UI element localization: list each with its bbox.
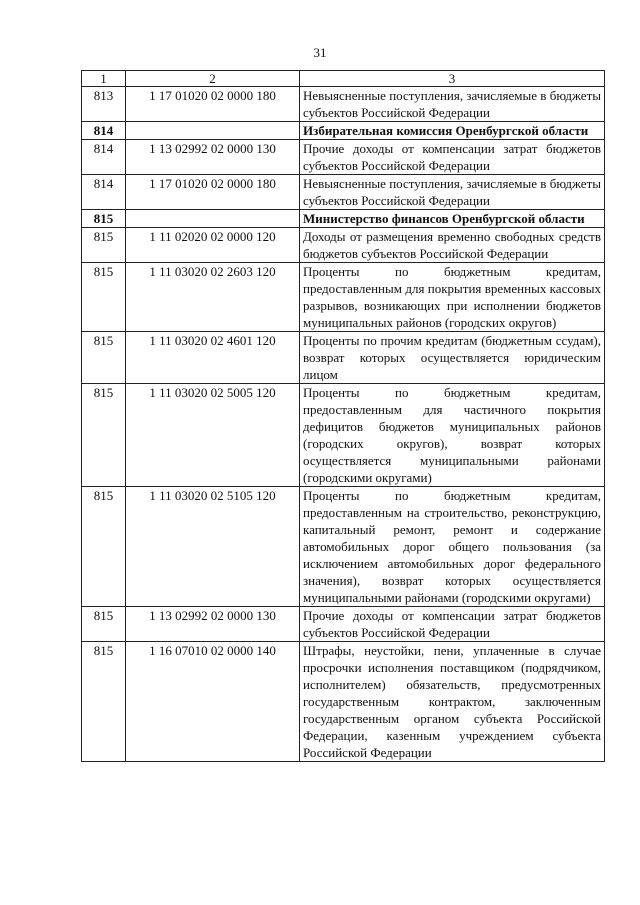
table-row (82, 384, 605, 487)
table-row (82, 607, 605, 642)
revenue-codes-table (81, 70, 605, 762)
revenue-name-cell: Невыясненные поступления, зачисляемые в бюджеты субъектов Российской Федерации (300, 175, 605, 210)
table-row (82, 122, 605, 140)
table-row (82, 87, 605, 122)
revenue-name-cell: Штрафы, неустойки, пени, уплаченные в случае просрочки исполнения поставщиком (подрядчиком, исполнителем) обязательств, предусмотренных государственным контрактом, заключенным государственным органом субъекта Российской Федерации, казенным учреждением субъекта Российской Федерации (300, 642, 605, 762)
table-row (82, 210, 605, 228)
revenue-name-cell: Проценты по бюджетным кредитам, предоставленным для покрытия временных кассовых разрывов, возникающих при исполнении бюджетов муниципальных районов (городских округов) (300, 263, 605, 332)
budget-code-cell: 1 11 03020 02 5105 120 (126, 487, 300, 607)
budget-code-cell: 1 17 01020 02 0000 180 (126, 87, 300, 122)
budget-code-cell (126, 210, 300, 228)
budget-code-cell: 1 16 07010 02 0000 140 (126, 642, 300, 762)
table-row (82, 332, 605, 384)
budget-code-cell: 1 11 03020 02 4601 120 (126, 332, 300, 384)
revenue-name-cell: Министерство финансов Оренбургской области (300, 210, 605, 228)
header-col-2: 2 (126, 71, 300, 87)
admin-code-cell: 815 (82, 642, 126, 762)
table-row (82, 228, 605, 263)
admin-code-cell: 814 (82, 140, 126, 175)
revenue-name-cell: Проценты по прочим кредитам (бюджетным ссудам), возврат которых осуществляется юридическим лицом (300, 332, 605, 384)
budget-code-cell: 1 11 03020 02 2603 120 (126, 263, 300, 332)
revenue-name-cell: Проценты по бюджетным кредитам, предоставленным для частичного покрытия дефицитов бюджетов муниципальных районов (городских округов), возврат которых осуществляется муниципальными районами (городскими округами) (300, 384, 605, 487)
budget-code-cell (126, 122, 300, 140)
budget-code-cell: 1 11 03020 02 5005 120 (126, 384, 300, 487)
budget-code-cell: 1 11 02020 02 0000 120 (126, 228, 300, 263)
admin-code-cell: 815 (82, 384, 126, 487)
table-body (82, 87, 605, 762)
table-row (82, 175, 605, 210)
admin-code-cell: 815 (82, 263, 126, 332)
revenue-name-cell: Проценты по бюджетным кредитам, предоставленным на строительство, реконструкцию, капитальный ремонт, ремонт и содержание автомобильных дорог общего пользования (за исключением автомобильных дорог федерального значения), возврат которых осуществляется муниципальными районами (городскими округами) (300, 487, 605, 607)
admin-code-cell: 815 (82, 332, 126, 384)
budget-code-cell: 1 17 01020 02 0000 180 (126, 175, 300, 210)
page-number: 31 (313, 45, 327, 60)
table-row (82, 487, 605, 607)
budget-code-cell: 1 13 02992 02 0000 130 (126, 607, 300, 642)
revenue-name-cell: Избирательная комиссия Оренбургской области (300, 122, 605, 140)
admin-code-cell: 813 (82, 87, 126, 122)
revenue-name-cell: Прочие доходы от компенсации затрат бюджетов субъектов Российской Федерации (300, 607, 605, 642)
revenue-name-cell: Прочие доходы от компенсации затрат бюджетов субъектов Российской Федерации (300, 140, 605, 175)
table-row (82, 140, 605, 175)
budget-code-cell: 1 13 02992 02 0000 130 (126, 140, 300, 175)
admin-code-cell: 814 (82, 122, 126, 140)
revenue-name-cell: Доходы от размещения временно свободных средств бюджетов субъектов Российской Федерации (300, 228, 605, 263)
admin-code-cell: 814 (82, 175, 126, 210)
admin-code-cell: 815 (82, 487, 126, 607)
header-col-1: 1 (82, 71, 126, 87)
header-col-3: 3 (300, 71, 605, 87)
table-row (82, 642, 605, 762)
admin-code-cell: 815 (82, 228, 126, 263)
admin-code-cell: 815 (82, 210, 126, 228)
admin-code-cell: 815 (82, 607, 126, 642)
table-header-row (82, 71, 605, 87)
table-row (82, 263, 605, 332)
revenue-name-cell: Невыясненные поступления, зачисляемые в бюджеты субъектов Российской Федерации (300, 87, 605, 122)
